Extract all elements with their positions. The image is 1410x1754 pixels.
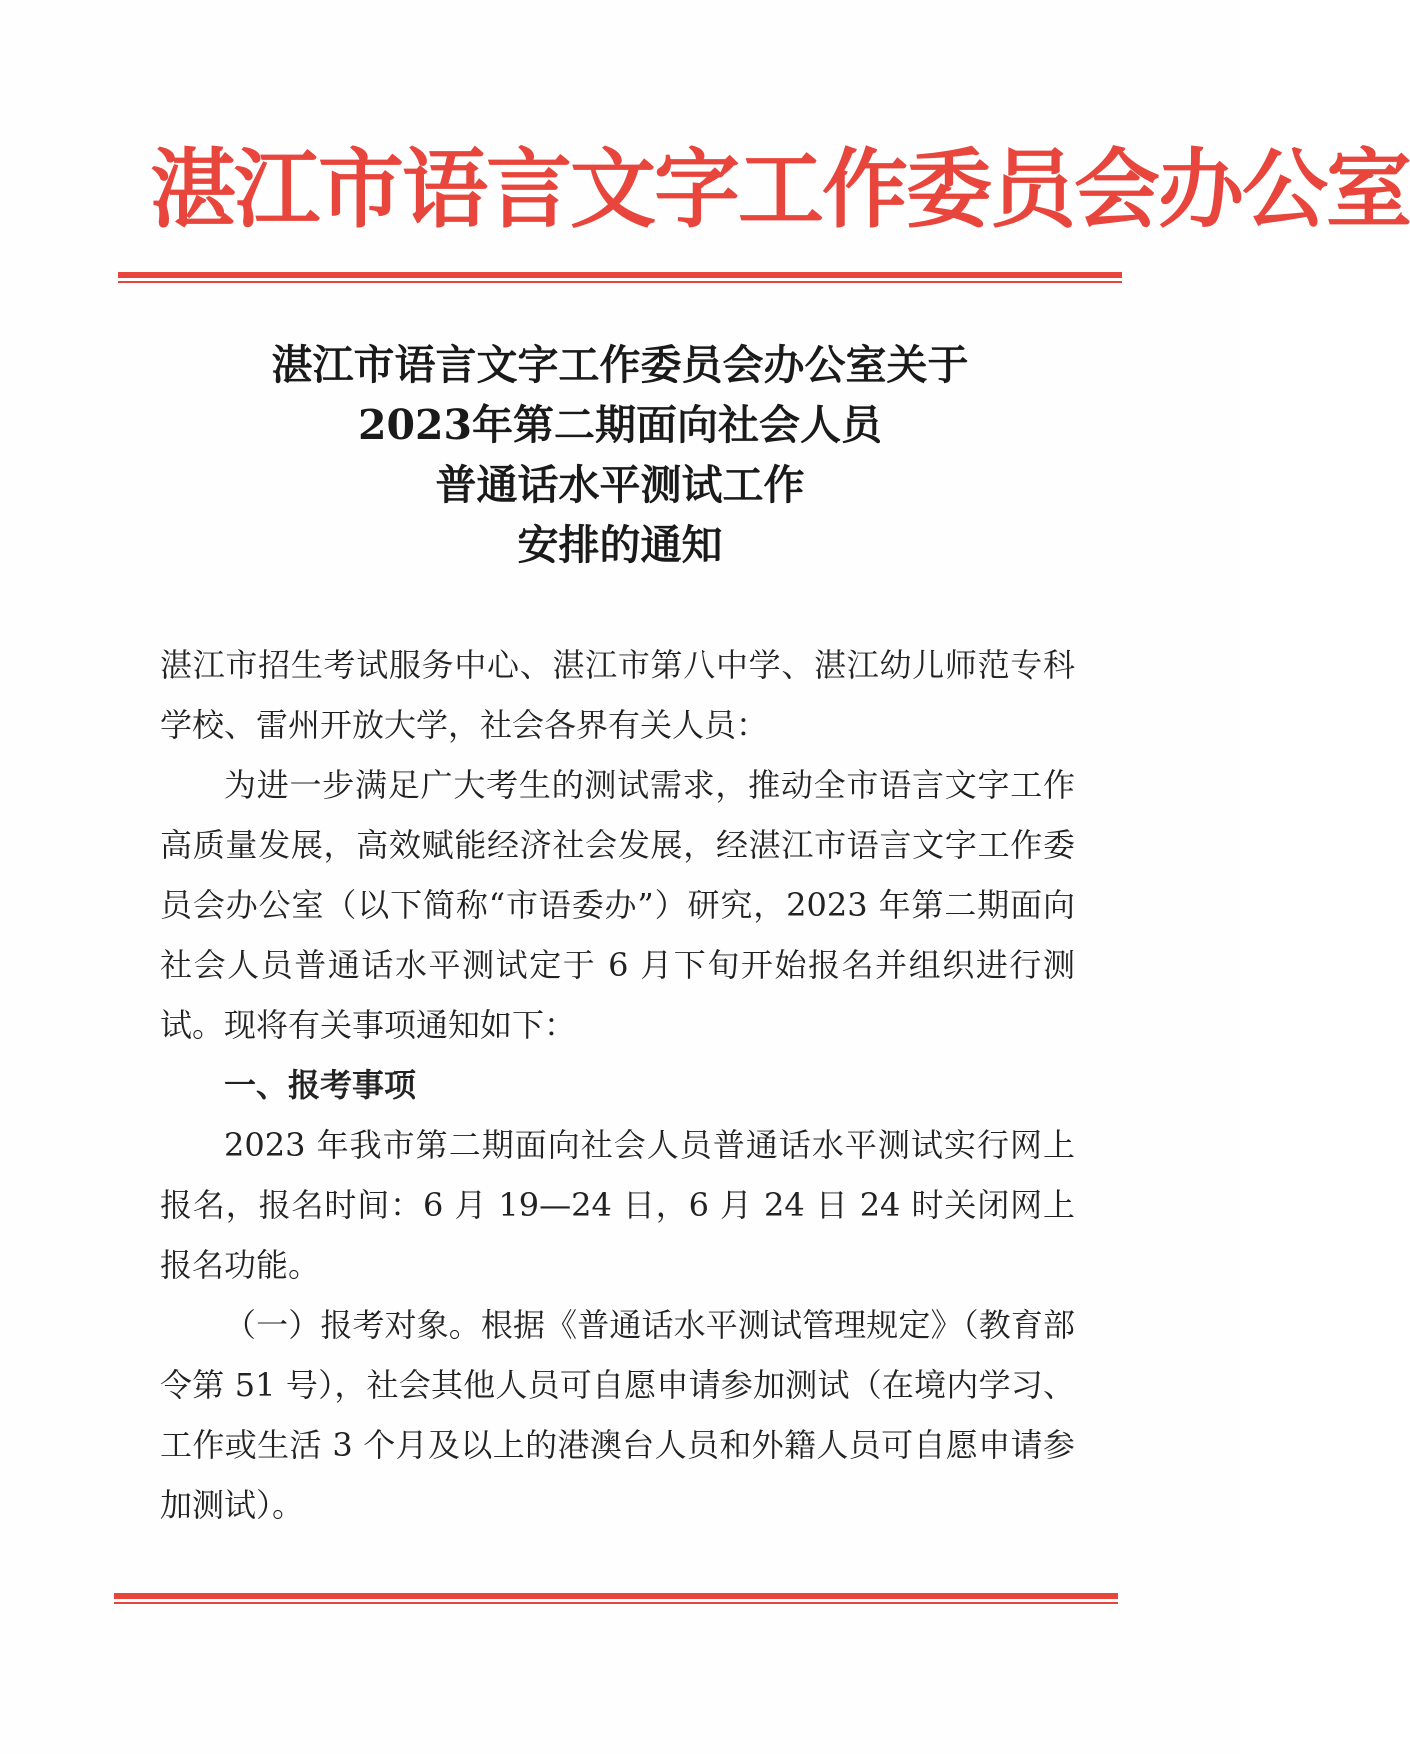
registration-paragraph: 2023 年我市第二期面向社会人员普通话水平测试实行网上报名，报名时间：6 月 19—24 日，6 月 24 日 24 时关闭网上报名功能。 [160, 1126, 1075, 1284]
section-heading: 一、报考事项 [224, 1066, 417, 1104]
footer-divider [114, 1593, 1118, 1604]
document-body [160, 635, 1075, 1535]
intro-paragraph: 为进一步满足广大考生的测试需求，推动全市语言文字工作高质量发展，高效赋能经济社会发展，经湛江市语言文字工作委员会办公室（以下简称“市语委办”）研究，2023 年第二期面向社会人员普通话水平测试定于 6 月下旬开始报名并组织进行测试。现将有关事项通知如下： [160, 766, 1075, 1044]
letterhead-org-name: 湛江市语言文字工作委员会办公室 [150, 139, 1410, 240]
letterhead-divider [118, 272, 1122, 283]
document-title [150, 335, 1090, 575]
recipients-paragraph: 湛江市招生考试服务中心、湛江市第八中学、湛江幼儿师范专科学校、雷州开放大学，社会各界有关人员： [160, 646, 1075, 744]
title-line-2: 2023年第二期面向社会人员 [357, 401, 883, 449]
eligibility-paragraph: （一）报考对象。根据《普通话水平测试管理规定》（教育部令第 51 号），社会其他人员可自愿申请参加测试（在境内学习、工作或生活 3 个月及以上的港澳台人员和外籍人员可自愿申请参加测试）。 [160, 1306, 1075, 1524]
title-line-4: 安排的通知 [517, 521, 723, 569]
title-line-1: 湛江市语言文字工作委员会办公室关于 [271, 341, 969, 389]
title-line-3: 普通话水平测试工作 [435, 461, 805, 509]
